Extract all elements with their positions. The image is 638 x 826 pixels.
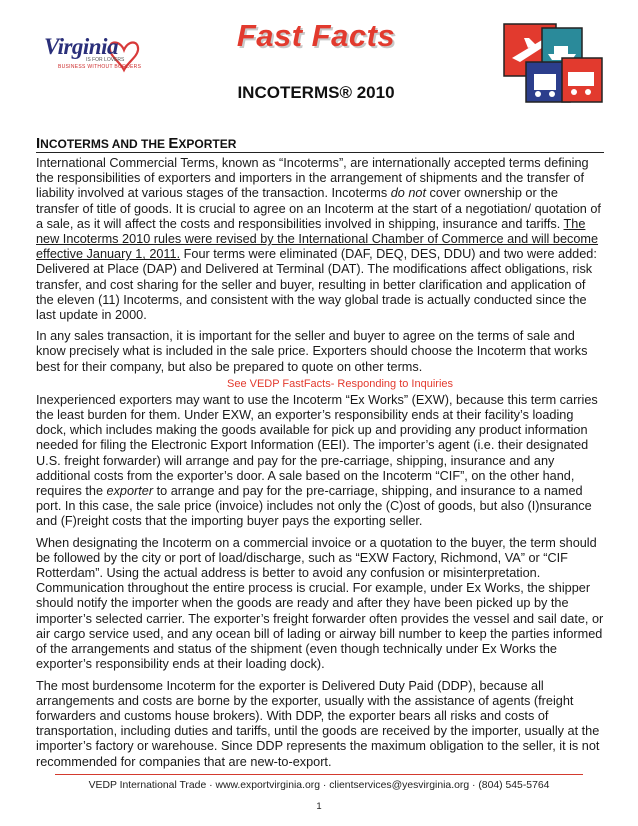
footer-contact: VEDP International Trade · www.exportvirginia.org · clientservices@yesvirginia.org · (804) 545-5764 (88, 780, 550, 791)
paragraph-ddp: The most burdensome Incoterm for the exporter is Delivered Duty Paid (DDP), because all arrangements and costs are borne by the exporter, usually with the assistance of agents (freight forwarders and customs house brokers). With DDP, the exporter bears all risks and costs of transportation, including duties and tariffs, until the goods are received by the importer, usually at the importer’s factory or warehouse. Since DDP represents the maximum obligation to the seller, it is not recommended for companies that are new-to-export. (36, 678, 600, 769)
virginia-logo (38, 30, 153, 78)
page-number: 1 (316, 801, 322, 812)
effective-date-note: The new Incoterms 2010 rules were revised by the International Chamber of Commerce and will become effective January 1, 2011. (36, 216, 599, 262)
paragraph-intro: International Commercial Terms, known as “Incoterms”, are internationally accepted terms defining the responsibilities of exporters and importers in the arrangement of shipments and the transfer of liability involved at various stages of the transaction. Incoterms do not cover ownership or the transfer of title of goods. It is crucial to agree on an Incoterm at the start of a negotiation/ quotation of a sale, as it will affect the costs and responsibilities involved in shipping, insurance and tariffs. The new Incoterms 2010 rules were revised by the International Chamber of Commerce and will become effective January 1, 2011. Four terms were eliminated (DAF, DEQ, DES, DDU) and two were added: Delivered at Place (DAP) and Delivered at Terminal (DAT). The modifications affect obligations, risk transfer, and cost sharing for the seller and buyer, resulting in better clarification and application of the eleven (11) Incoterms, and consistent with the way global trade is actually conducted since the last update in 2000. (36, 156, 601, 323)
transport-modes-icon (502, 18, 606, 110)
paragraph-sales-terms: In any sales transaction, it is important for the seller and buyer to agree on the terms of sale and know precisely what is included in the sale price. Exporters should choose the Incoterm that works best for their company, but also be prepared to quote on other terms. (36, 329, 588, 374)
section-heading: INCOTERMS AND THE EXPORTER (36, 136, 604, 153)
page-title: Fast Facts (236, 18, 396, 53)
logo-subtext: IS FOR LOVERS (86, 57, 125, 63)
see-reference-link[interactable]: See VEDP FastFacts- Responding to Inquiries (226, 377, 454, 390)
paragraph-ex-works: Inexperienced exporters may want to use the Incoterm “Ex Works” (EXW), because this term carries the least burden for them. Under EXW, an exporter’s responsibility ends at their facility’s loading dock, which includes making the goods available for pick up and providing any product information needed for filing the Electronic Export Information (EEI). The importer’s agent (i.e. their designated U.S. freight forwarder) will arrange and pay for the pre-carriage, shipping, insurance and any additional costs from the exporter’s door. A sale based on the Incoterm “CIF”, on the other hand, requires the exporter to arrange and pay for the pre-carriage, shipping, and insurance to a named port. In this case, the sale price (invoice) includes not only the (C)ost of goods, but also (I)nsurance and (F)reight costs that the importing buyer pays the exporting seller. (36, 392, 598, 529)
footer-divider (55, 774, 583, 775)
page-subtitle: INCOTERMS® 2010 (237, 83, 395, 102)
body-content (36, 156, 604, 776)
paragraph-designation: When designating the Incoterm on a commercial invoice or a quotation to the buyer, the term should be followed by the city or port of load/discharge, such as “EXW Factory, Richmond, VA” or “CIF Rotterdam”. Using the actual address is better to avoid any confusion or misinterpretation. Communication throughout the entire process is crucial. For example, under Ex Works, the shipper should notify the importer when the goods are ready and after they have been picked up by the importer’s selected carrier. The exporter’s freight forwarder often provides the vessel and sail date, or air cargo service used, and any ocean bill of lading or airway bill number to keep the parties informed of the arrangements and status of the shipment (even though technically under Ex Works the exporter’s responsibility ends at their loading dock). (36, 535, 604, 672)
logo-wordmark: Virginia (44, 34, 118, 59)
logo-tagline: BUSINESS WITHOUT BORDERS (58, 64, 142, 70)
